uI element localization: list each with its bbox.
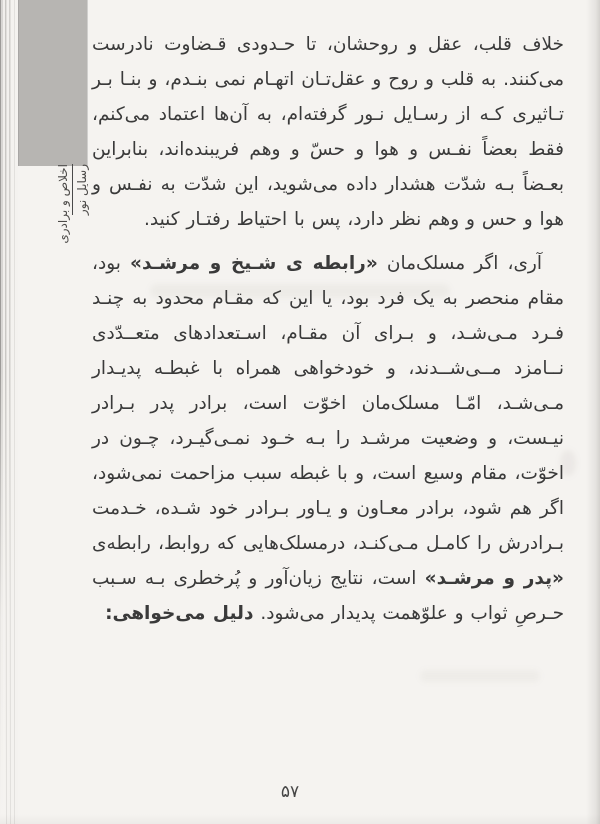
text-run: است، نتایج زیان‌آور و پُرخطری بـه سـبب حـرصِ ثواب و علوّهمت پدیدار می‌شود. bbox=[92, 568, 564, 624]
book-binding-edge bbox=[0, 0, 18, 824]
sidebar-volume-title: اخلاص و برادری bbox=[56, 164, 70, 244]
page-edge-shadow bbox=[586, 0, 600, 824]
margin-tab-block bbox=[18, 0, 88, 166]
bold-text-run: «رابطه ی شـیخ و مرشـد» bbox=[130, 253, 378, 274]
page-body-text bbox=[92, 27, 564, 631]
text-run: خلاف قلب، عقل و روحشان، تا حـدودی قـضاوت نادرست می‌کنند. به قلب و روح و عقل‌تـان اتهـام نمی بنـدم، و بنـا بـر تـاثیری کـه از رسـایل نـور گرفته‌ام، به آن‌ها اعتماد می‌کنم، فقط بعضاً نفـس و هوا و حسّ و وهم فریبنده‌اند، بنابراین بعـضاً بـه شدّت هشدار داده می‌شوید، این شدّت به نفـس و هوا و حس و وهم نظر دارد، پس با احتیاط رفتـار کنید. bbox=[92, 34, 564, 230]
scan-smudge bbox=[420, 670, 540, 682]
bold-text-run: «پدر و مرشـد» bbox=[424, 568, 564, 589]
text-run: آری، اگر مسلک‌مان bbox=[377, 253, 542, 274]
sidebar-tab bbox=[56, 164, 90, 294]
text-run: بود، مقام منحصر به یک فرد بود، یا این که مقـام محدود به چنـد فـرد مـی‌شـد، و بـرای آن مقـام، اسـتعدادهای متعــدّدی نــامزد مــی‌شــدند، و خودخواهی همراه با غبطـه پدیـدار مـی‌شـد، امّـا مسلک‌مان اخوّت است، برادر پدر بـرادر نیـست، و وضعیت مرشـد را بـه خـود نمـی‌گیـرد، چـون در اخوّت، مقام وسیع است، و با غبطه سبب مزاحمت نمی‌شود، اگر هم شود، برادر معـاون و یـاور بـرادر خود شـده، خـدمت بـرادرش را کامـل مـی‌کنـد، درمسلک‌هایی که روابط، رابطه‌ی bbox=[92, 253, 564, 554]
paragraph-2 bbox=[92, 246, 564, 631]
page-edge-shadow bbox=[0, 814, 600, 824]
paragraph-1 bbox=[92, 27, 564, 237]
bold-text-run: دلیل می‌خواهی: bbox=[105, 603, 254, 624]
page-number: ۵۷ bbox=[280, 782, 300, 802]
sidebar-series-title: رسایل نور bbox=[72, 164, 90, 215]
